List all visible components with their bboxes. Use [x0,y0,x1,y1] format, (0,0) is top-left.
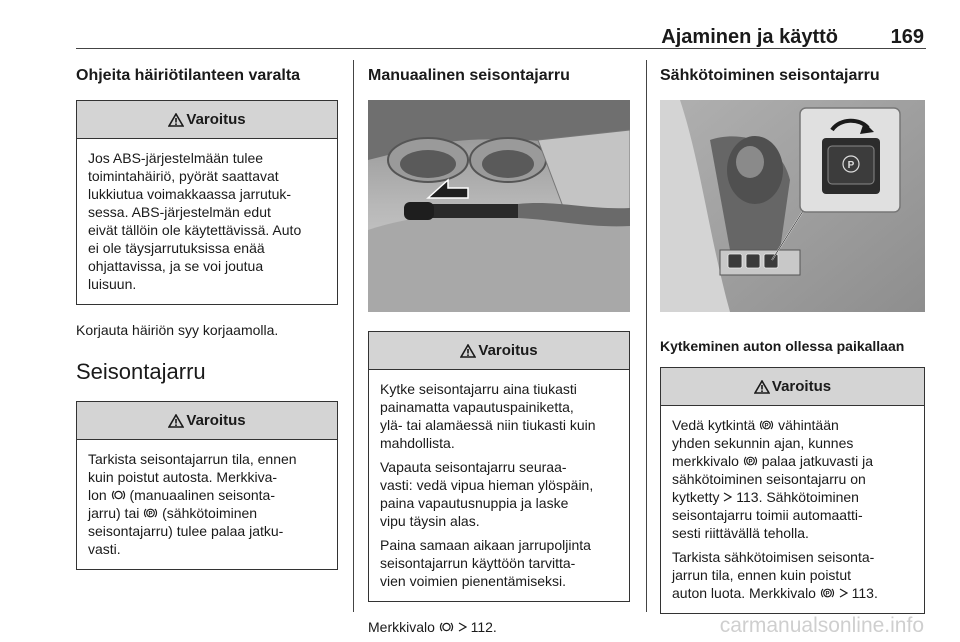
warning-body [661,406,924,613]
warning-triangle-icon [754,380,770,394]
warning-box [76,100,338,305]
warning-title: Varoitus [186,412,246,429]
warning-box [368,331,630,602]
warning-header [661,368,924,406]
warning-title: Varoitus [478,342,538,359]
text-line: ylä- tai alamäessä niin tiukasti kuin [380,417,596,433]
text-span: Merkkivalo [368,619,435,635]
warning-triangle-icon [168,414,184,428]
warning-box [660,367,925,614]
text-line: sessa. ABS-järjestelmän edut [88,204,271,220]
warning-header [77,101,337,139]
text-line: Kytke seisontajarru aina tiukasti [380,381,577,397]
text-line: vipu täysin alas. [380,513,480,529]
section-title: Ohjeita häiriötilanteen varalta [76,67,301,84]
text-span: kytketty [672,489,720,505]
parking-brake-icon [820,587,835,599]
text-line: Vapauta seisontajarru seuraa- [380,459,567,475]
electric-parking-brake-illustration [660,100,925,312]
page-reference-arrow-icon [458,622,467,632]
section-heading: Seisontajarru [76,359,206,384]
text-line: ei ole täysjarrutuksissa enää [88,240,265,256]
text-span: auton luota. Merkkivalo [672,585,816,601]
warning-triangle-icon [460,344,476,358]
text-line: toimintahäiriö, pyörät saattavat [88,168,279,184]
text-line: vasti. [88,541,121,557]
warning-header [369,332,629,370]
brake-warning-icon [439,621,454,633]
warning-title: Varoitus [771,378,832,395]
svg-text:P: P [148,511,153,518]
repair-text: Korjauta häiriön syy korjaamolla. [76,322,279,338]
warning-paragraph [672,548,913,602]
text-span: (sähkötoiminen [162,505,258,521]
page-title: Ajaminen ja käyttö [661,26,838,48]
section-title: Sähkötoiminen seisontajarru [660,67,880,84]
text-line: jarrun tila, ennen kuin poistut [672,567,851,583]
svg-text:P: P [764,423,769,430]
text-line [672,584,913,602]
manual-parking-brake-illustration [368,100,630,312]
text-line: Paina samaan aikaan jarrupoljinta [380,537,591,553]
text-line [672,488,913,506]
text-line: yhden sekunnin ajan, kunnes [672,435,854,451]
column-divider [353,60,354,612]
page-reference[interactable]: 112. [470,619,497,635]
warning-title: Varoitus [186,111,246,128]
text-line: seisontajarrun käyttöön tarvitta- [380,555,576,571]
text-line: vasti: vedä vipua hieman ylöspäin, [380,477,594,493]
text-span: 113. Sähkötoiminen [736,489,859,505]
text-line: kuin poistut autosta. Merkkiva- [88,469,278,485]
svg-text:P: P [847,160,855,171]
header-divider [76,48,926,49]
text-line: paina vapautusnuppia ja laske [380,495,569,511]
text-line: ohjattavissa, ja se voi joutua [88,258,264,274]
warning-body [369,370,629,601]
text-span: vähintään [778,417,839,433]
warning-body [77,440,337,569]
text-line: sesti riittävällä teholla. [672,525,809,541]
svg-text:P: P [748,459,753,466]
text-span: jarru) tai [88,505,140,521]
text-span: (manuaalinen seisonta- [129,487,275,503]
page-reference-arrow-icon [839,588,848,598]
text-line: seisontajarru) tulee palaa jatku- [88,523,284,539]
text-span: Vedä kytkintä [672,417,756,433]
column-2 [368,60,630,636]
watermark: carmanualsonline.info [719,614,924,637]
parking-brake-icon [759,419,774,431]
text-span: merkkivalo [672,453,739,469]
text-line: vien voimien pienentämiseksi. [380,573,566,589]
warning-paragraph [672,416,913,542]
text-line [88,486,326,504]
warning-body [77,139,337,304]
reference-line [368,618,630,636]
text-line [672,452,913,470]
warning-paragraph [380,536,618,590]
text-line: painamatta vapautuspainiketta, [380,399,574,415]
page-reference-arrow-icon [723,492,732,502]
text-line: Tarkista sähkötoimisen seisonta- [672,549,875,565]
text-line [672,416,913,434]
warning-paragraph [380,458,618,530]
svg-text:P: P [825,591,830,598]
text-span: 113. [851,585,878,601]
text-line [88,504,326,522]
column-3 [660,60,925,614]
warning-header [77,402,337,440]
page-header [76,20,926,50]
page-number: 169 [890,26,924,48]
text-line: seisontajarru toimii automaatti- [672,507,863,523]
text-line: luisuun. [88,276,137,292]
column-1 [76,60,338,570]
text-line: sähkötoiminen seisontajarru on [672,471,866,487]
warning-triangle-icon [168,113,184,127]
column-divider [646,60,647,612]
parking-brake-icon [143,507,158,519]
brake-warning-icon [111,489,126,501]
text-line: mahdollista. [380,435,455,451]
text-span: palaa jatkuvasti ja [761,453,873,469]
text-line: lukkiutua voimakkaassa jarrutuk- [88,186,292,202]
text-line: eivät tällöin ole käytettävissä. Auto [88,222,302,238]
parking-brake-icon [743,455,758,467]
text-line: Tarkista seisontajarrun tila, ennen [88,451,297,467]
text-span: lon [88,487,107,503]
figure-caption: Kytkeminen auton ollessa paikallaan [660,338,905,354]
text-line: Jos ABS-järjestelmään tulee [88,150,264,166]
warning-box [76,401,338,570]
warning-paragraph [380,380,618,452]
section-title: Manuaalinen seisontajarru [368,67,570,84]
